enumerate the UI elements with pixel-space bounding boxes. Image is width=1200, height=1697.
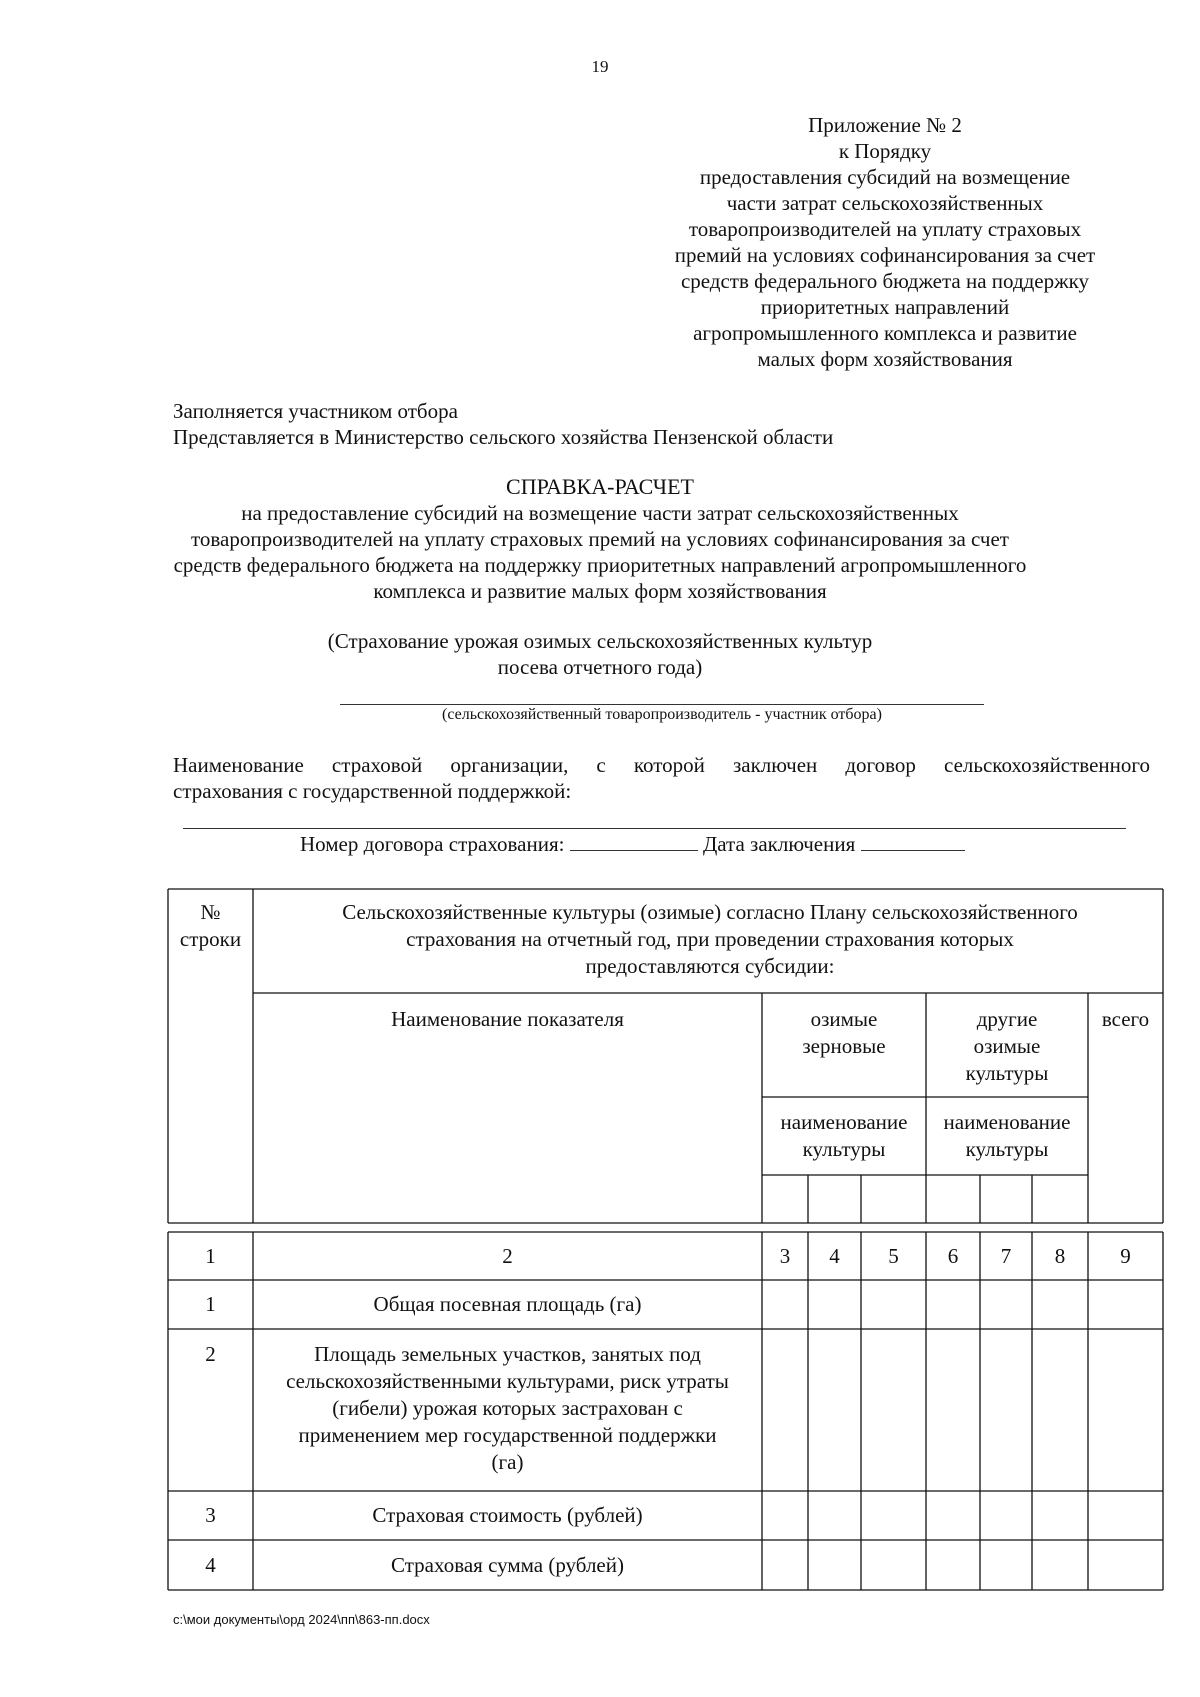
appendix-line: приоритетных направлений [760, 295, 1010, 319]
contract-number-label: Номер договора страхования: [300, 832, 565, 856]
filled-by-note: Заполняется участником отбора [173, 399, 458, 423]
column-number: 6 [947, 1244, 959, 1268]
column-number: 9 [1120, 1244, 1131, 1268]
insurer-label-line2: страхования с государственной поддержкой: [173, 779, 572, 803]
column-number: 5 [888, 1244, 899, 1268]
subtitle-line: (Страхование урожая озимых сельскохозяйственных культур [327, 629, 873, 653]
table-row-number: 2 [205, 1342, 216, 1366]
title-line: на предоставление субсидий на возмещение части затрат сельскохозяйственных [241, 501, 959, 525]
column-number: 2 [502, 1244, 513, 1268]
table-row-number: 3 [205, 1503, 216, 1527]
appendix-line: премий на условиях софинансирования за счет [674, 243, 1096, 267]
appendix-line: к Порядку [838, 139, 932, 163]
winter-grain-header: озимые зерновые [802, 1007, 886, 1058]
table-row-label: Общая посевная площадь (га) [373, 1292, 642, 1316]
insurer-label-line1: Наименование страховой организации, с которой заключен договор сельскохозяйственного [173, 753, 1150, 777]
appendix-line: предоставления субсидий на возмещение [699, 165, 1071, 189]
crop-name-header: наименование культуры [943, 1110, 1071, 1161]
contract-date-label: Дата заключения [702, 832, 856, 856]
table-row-label: Страховая стоимость (рублей) [372, 1503, 643, 1527]
title-line: средств федерального бюджета на поддержку приоритетных направлений агропромышленного [173, 553, 1027, 577]
table-row-label: Площадь земельных участков, занятых под сельскохозяйственными культурами, риск утраты (гибели) урожая которых застрахован с применением мер государственной поддержки (га) [286, 1342, 729, 1474]
table-row-number: 4 [205, 1553, 216, 1577]
other-winter-crops-header: другие озимые культуры [965, 1007, 1049, 1085]
appendix-line: агропромышленного комплекса и развитие [693, 321, 1077, 345]
subtitle-line: посева отчетного года) [497, 655, 703, 679]
appendix-line: средств федерального бюджета на поддержку [680, 269, 1090, 293]
column-number: 4 [829, 1244, 840, 1268]
row-number-header: № строки [179, 900, 242, 951]
column-number: 3 [779, 1244, 791, 1268]
column-number: 1 [205, 1244, 216, 1268]
title-line: комплекса и развитие малых форм хозяйствования [373, 579, 827, 603]
indicator-header: Наименование показателя [391, 1007, 624, 1031]
appendix-line: Приложение № 2 [808, 113, 962, 137]
submitted-to-note: Представляется в Министерство сельского хозяйства Пензенской области [173, 425, 834, 449]
appendix-line: малых форм хозяйствования [757, 347, 1013, 371]
appendix-line: части затрат сельскохозяйственных [726, 191, 1044, 215]
title-main: СПРАВКА-РАСЧЕТ [506, 474, 694, 499]
column-number: 7 [1000, 1244, 1012, 1268]
table-row-number: 1 [205, 1292, 216, 1316]
producer-caption: (сельскохозяйственный товаропроизводитель - участник отбора) [442, 706, 882, 723]
total-header: всего [1101, 1007, 1150, 1031]
crop-name-header: наименование культуры [780, 1110, 908, 1161]
table-row-label: Страховая сумма (рублей) [391, 1553, 624, 1577]
crops-header: Сельскохозяйственные культуры (озимые) согласно Плану сельскохозяйственного страхования на отчетный год, при проведении страхования которых предоставляются субсидии: [342, 900, 1078, 978]
page-number: 19 [591, 57, 609, 76]
column-number: 8 [1054, 1244, 1066, 1268]
file-path-footer: c:\мои документы\орд 2024\пп\863-пп.docx [173, 1612, 430, 1627]
appendix-line: товаропроизводителей на уплату страховых [688, 217, 1082, 241]
title-line: товаропроизводителей на уплату страховых премий на условиях софинансирования за счет [191, 527, 1009, 551]
